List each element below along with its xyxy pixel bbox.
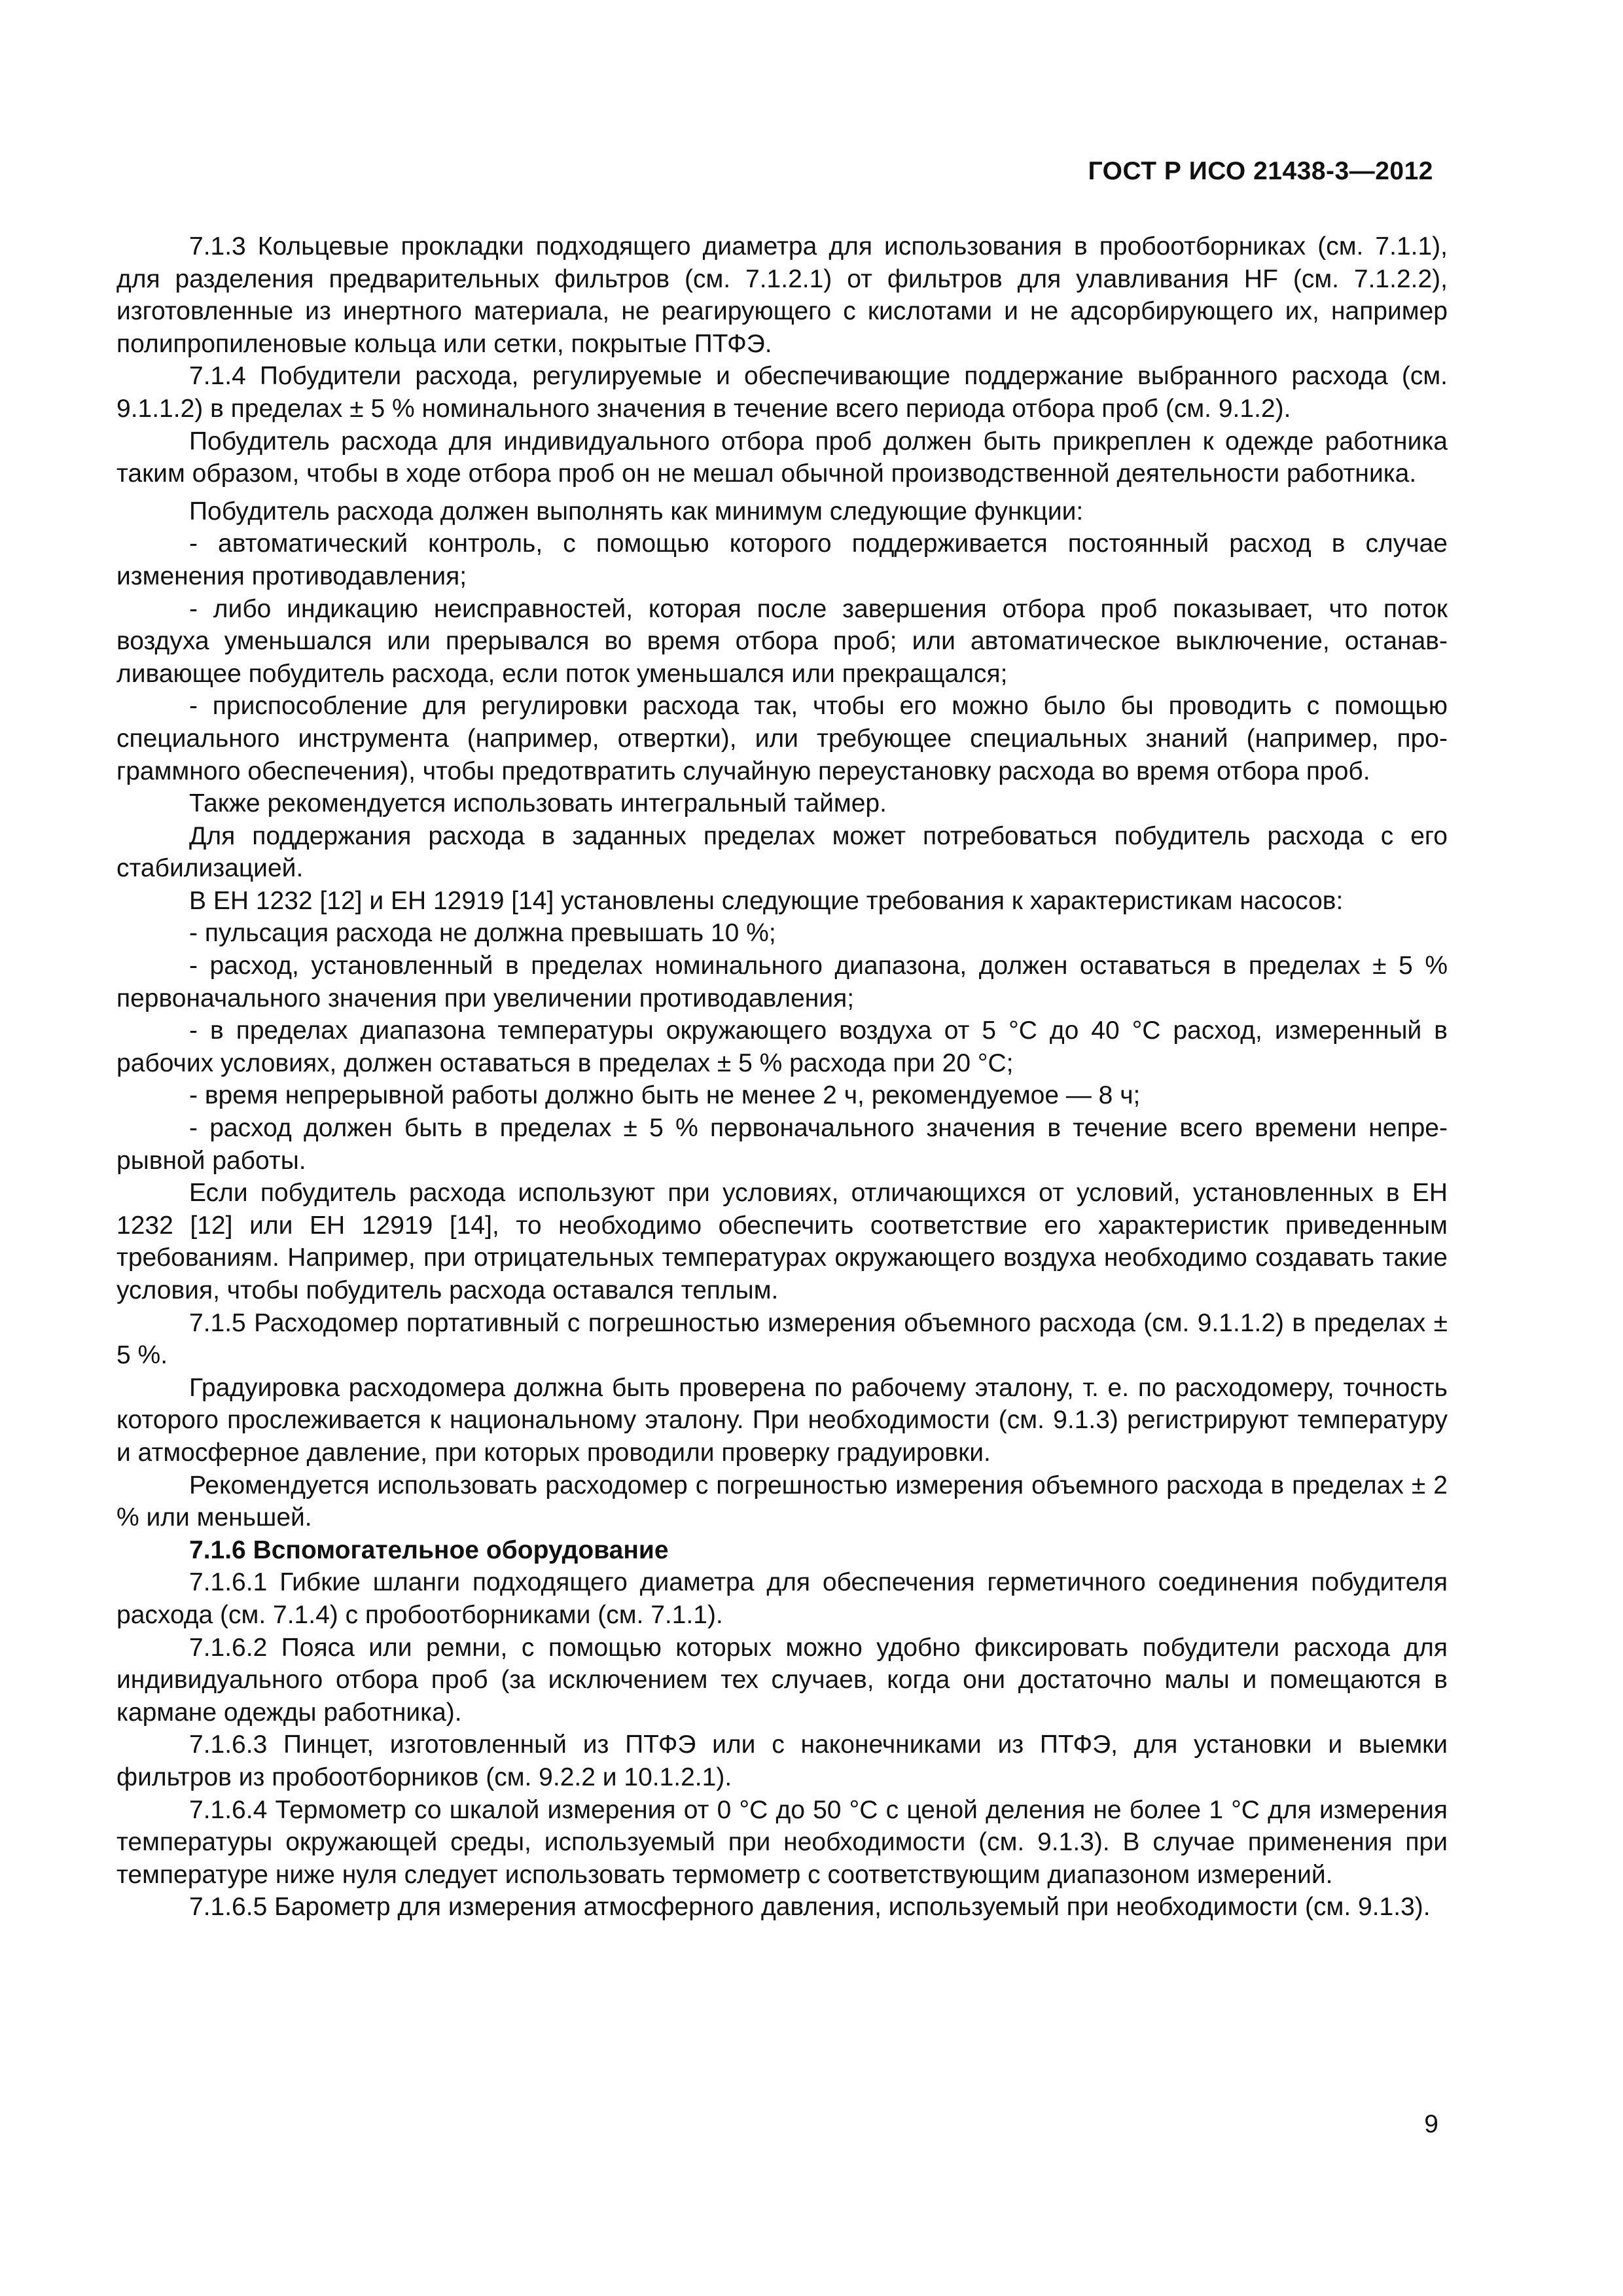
list-item: - расход, установленный в пределах номинального диапазона, должен оставаться в пределах ± 5 % первоначального значения при увеличении противодавления; [116, 952, 1448, 1013]
list-item: - пульсация расхода не должна превышать 10 %; [189, 919, 776, 948]
list-item: - в пределах диапазона температуры окружающего воздуха от 5 °С до 40 °С расход, измеренный в рабочих условиях, должен оставаться в пределах ± 5 % расхода при 20 °С; [116, 1016, 1448, 1077]
paragraph-7-1-3: 7.1.3 Кольцевые прокладки подходящего диаметра для использования в пробоотборниках (см. 7.1.1), для разделения предварительных фильтров (см. 7.1.2.1) от фильтров для улавливания HF (см. 7.1.2.2), изготовленные из инертного материала, не реагирующего с кислотами и не адсорбирующего их, например полипропиленовые кольца или сетки, покрытые ПТФЭ. [116, 232, 1448, 358]
paragraph: Побудитель расхода для индивидуального отбора проб должен быть прикреплен к одежде работника таким образом, чтобы в ходе отбора проб он не мешал обычной производственной деятельности работника. [116, 427, 1448, 488]
section-heading-7-1-6: 7.1.6 Вспомогательное оборудование [189, 1535, 669, 1564]
list-item: - либо индикацию неисправностей, которая после завершения отбора проб показывает, что поток воздуха уменьшался или прерывался во время отбора проб; или автоматическое выключение, останавливающее побудитель расхода, если поток уменьшался или прекращался; [116, 594, 1448, 688]
paragraph: Градуировка расходомера должна быть проверена по рабочему эталону, т. е. по расходомеру, точность которого прослеживается к национальному эталону. При необходимости (см. 9.1.3) регистрируют температуру и атмосферное давление, при которых проводили проверку градуировки. [116, 1373, 1448, 1467]
paragraph: Также рекомендуется использовать интегральный таймер. [189, 789, 887, 818]
standard-header: ГОСТ Р ИСО 21438-3—2012 [1088, 157, 1433, 185]
list-item: - расход должен быть в пределах ± 5 % первоначального значения в течение всего времени непрерывной работы. [116, 1114, 1448, 1175]
paragraph: Побудитель расхода должен выполнять как минимум следующие функции: [189, 497, 1084, 526]
paragraph-7-1-6-5: 7.1.6.5 Барометр для измерения атмосферного давления, используемый при необходимости (см. 9.1.3). [189, 1893, 1431, 1922]
paragraph: Если побудитель расхода используют при условиях, отличающихся от условий, установленных в ЕН 1232 [12] или ЕН 12919 [14], то необходимо обеспечить соответствие его характеристик приведенным требованиям. Например, при отрицательных температурах окружающего воздуха необходимо создавать такие условия, чтобы побудитель расхода оставался теплым. [116, 1179, 1448, 1304]
list-item: - автоматический контроль, с помощью которого поддерживается постоянный расход в случае изменения противодавления; [116, 529, 1448, 590]
paragraph: Рекомендуется использовать расходомер с погрешностью измерения объемного расхода в пределах ± 2 % или меньшей. [116, 1471, 1448, 1532]
paragraph-7-1-6-4: 7.1.6.4 Термометр со шкалой измерения от 0 °С до 50 °С с ценой деления не более 1 °С для измерения температуры окружающей среды, используемый при необходимости (см. 9.1.3). В случае применения при температуре ниже нуля следует использовать термометр с соответствующим диапазоном измерений. [116, 1795, 1448, 1889]
paragraph-7-1-5: 7.1.5 Расходомер портативный с погрешностью измерения объемного расхода (см. 9.1.1.2) в пределах ± 5 %. [116, 1308, 1448, 1370]
page-number: 9 [1424, 2110, 1438, 2138]
list-item: - время непрерывной работы должно быть не менее 2 ч, рекомендуемое — 8 ч; [189, 1081, 1141, 1110]
paragraph: Для поддержания расхода в заданных пределах может потребоваться побудитель расхода с его стабилизацией. [116, 821, 1448, 883]
paragraph-7-1-4: 7.1.4 Побудители расхода, регулируемые и обеспечивающие поддержание выбранного расхода (см. 9.1.1.2) в пределах ± 5 % номинального значения в течение всего периода отбора проб (см. 9.1.2). [116, 362, 1448, 423]
paragraph-7-1-6-3: 7.1.6.3 Пинцет, изготовленный из ПТФЭ или с наконечниками из ПТФЭ, для установки и выемки фильтров из пробоотборников (см. 9.2.2 и 10.1.2.1). [116, 1731, 1448, 1791]
document-body [116, 230, 1448, 1924]
list-item: - приспособление для регулировки расхода так, чтобы его можно было бы проводить с помощью специального инструмента (например, отвертки), или требующее специальных знаний (например, программного обеспечения), чтобы предотвратить случайную переустановку расхода во время отбора проб. [116, 692, 1448, 785]
paragraph-7-1-6-2: 7.1.6.2 Пояса или ремни, с помощью которых можно удобно фиксировать побудители расхода для индивидуального отбора проб (за исключением тех случаев, когда они достаточно малы и помещаются в кармане одежды работника). [116, 1633, 1448, 1727]
paragraph-7-1-6-1: 7.1.6.1 Гибкие шланги подходящего диаметра для обеспечения герметичного соединения побудителя расхода (см. 7.1.4) с пробоотборниками (см. 7.1.1). [116, 1568, 1448, 1629]
paragraph: В ЕН 1232 [12] и ЕН 12919 [14] установлены следующие требования к характеристикам насосов: [189, 886, 1344, 915]
